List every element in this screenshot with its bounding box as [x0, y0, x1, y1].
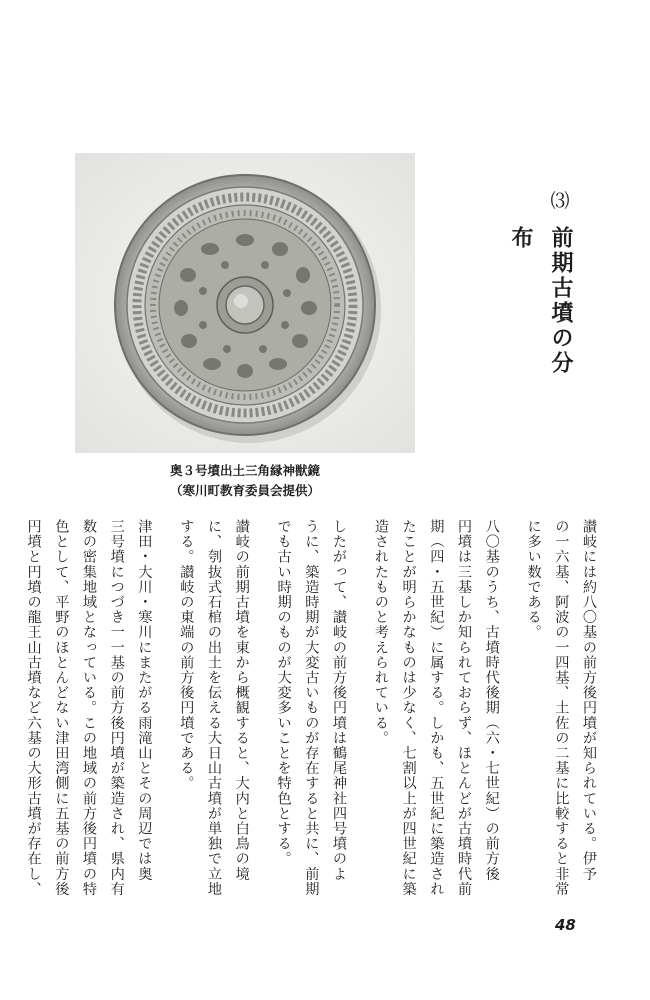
- text-column: たことが明らかなものは少なく、七割以上が四世紀に築: [400, 519, 417, 897]
- text-column: 八〇基のうち、古墳時代後期（六・七世紀）の前方後: [483, 519, 500, 882]
- text-column: うに、築造時期が大変古いものが存在すると共に、前期: [303, 519, 320, 897]
- text-column: 期（四・五世紀）に属する。しかも、五世紀に築造され: [428, 519, 445, 897]
- text-column: する。讃岐の東端の前方後円墳である。: [178, 519, 195, 791]
- text-column: に多い数である。: [525, 519, 542, 640]
- text-column: 三号墳につづき一一基の前方後円墳が築造され、県内有: [108, 519, 125, 897]
- text-column: の一六基、阿波の一四基、土佐の二基に比較すると非常: [553, 519, 570, 897]
- figure-caption-credit: （寒川町教育委員会提供）: [169, 483, 320, 498]
- text-column: 讃岐には約八〇基の前方後円墳が知られている。伊予: [581, 519, 597, 882]
- text-column: 讃岐の前期古墳を東から概観すると、大内と白鳥の境: [233, 519, 250, 882]
- text-column: 円墳と円墳の龍王山古墳など六基の大形古墳が存在し、: [25, 519, 42, 897]
- text-column: 津田・大川・寒川にまたがる雨滝山とその周辺では奥: [136, 519, 153, 882]
- text-column: したがって、讃岐の前方後円墳は鶴尾神社四号墳のよ: [331, 519, 347, 882]
- page-number: 48: [555, 916, 576, 934]
- body-text: [25, 519, 602, 917]
- text-column: 数の密集地域となっている。この地域の前方後円墳の特: [81, 519, 97, 897]
- text-column: 造されたものと考えられている。: [372, 519, 389, 746]
- section-title: 前期古墳の分布: [508, 226, 573, 376]
- mirror-photo: [75, 153, 415, 453]
- text-column: 色として、平野のほとんどない津田湾側に五基の前方後: [53, 519, 70, 897]
- text-column: に、刳抜式石棺の出土を伝える大日山古墳が単独で立地: [206, 519, 222, 897]
- bronze-mirror-image: [75, 153, 415, 453]
- figure-caption-title: 奥３号墳出土三角縁神獣鏡: [169, 463, 320, 478]
- text-column: 円墳は三基しか知られておらず、ほとんどが古墳時代前: [456, 519, 472, 897]
- section-number: ⑶: [550, 190, 570, 212]
- text-column: でも古い時期のものが大変多いことを特色とする。: [275, 519, 292, 867]
